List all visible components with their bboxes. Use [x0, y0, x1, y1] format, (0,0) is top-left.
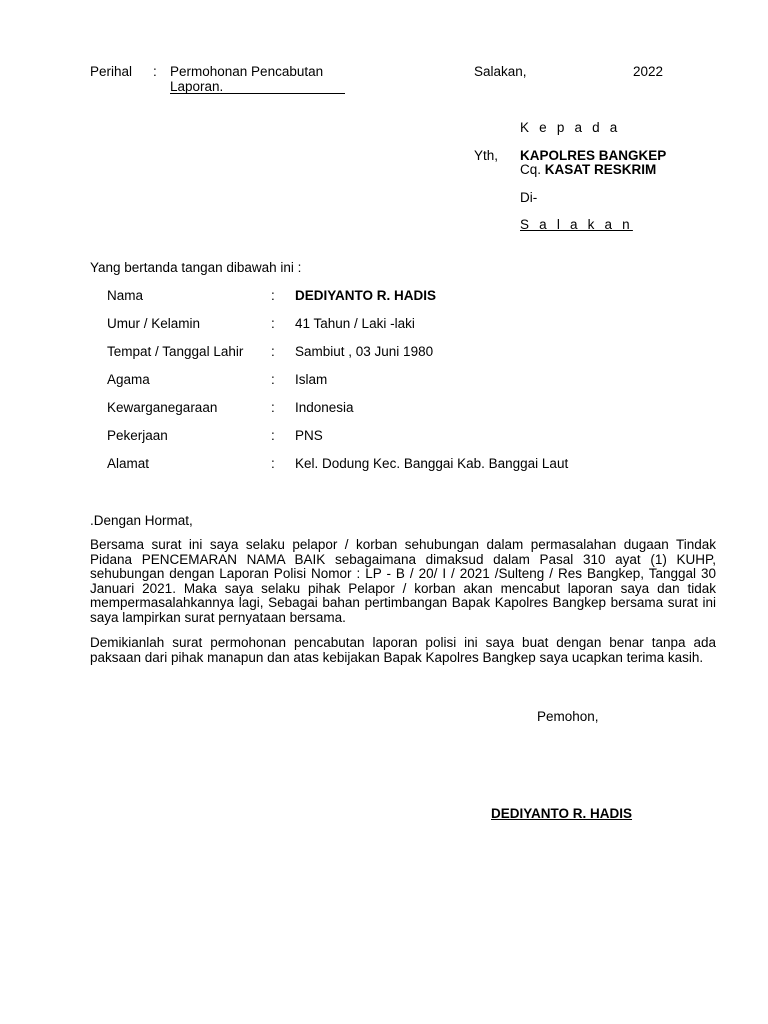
identity-label-ttl: Tempat / Tanggal Lahir [107, 344, 244, 359]
body-paragraph-1: Bersama surat ini saya selaku pelapor / korban sehubungan dalam permasalahan dugaan Tindak Pidana PENCEMARAN NAMA BAIK sebagaimana dimaksud dalam Pasal 310 ayat (1) KUHP, sehubungan dengan Laporan Polisi Nomor : LP - B / 20/ I / 2021 /Sulteng / Res Bangkep, Tanggal 30 Januari 2021. Maka saya selaku pihak Pelapor / korban akan mencabut laporan saya dan tidak mempermasalahkannya lagi, Sebagai bahan pertimbangan Bapak Kapolres Bangkep bersama surat ini saya lampirkan surat pernyataan bersama. [90, 537, 716, 625]
identity-value-umur: 41 Tahun / Laki -laki [295, 316, 415, 331]
recipient-line2 [520, 162, 656, 178]
identity-value-alamat: Kel. Dodung Kec. Banggai Kab. Banggai Laut [295, 456, 569, 471]
identity-label-kewarganegaraan: Kewarganegaraan [107, 400, 218, 415]
perihal-underline [170, 93, 345, 94]
identity-value-ttl: Sambiut , 03 Juni 1980 [295, 344, 434, 359]
perihal-line1: Permohonan Pencabutan [170, 64, 324, 79]
signature-title: Pemohon, [537, 709, 599, 724]
identity-colon: : [271, 316, 275, 331]
body-paragraph-2: Demikianlah surat permohonan pencabutan laporan polisi ini saya buat dengan benar tanpa ada paksaan dari pihak manapun dan atas kebijakan Bapak Kapolres Bangkep saya ucapkan terima kasih. [90, 635, 716, 665]
identity-value-nama: DEDIYANTO R. HADIS [295, 288, 437, 303]
recipient-city: S a l a k a n [520, 217, 633, 232]
identity-value-kewarganegaraan: Indonesia [295, 400, 354, 415]
perihal-colon: : [153, 64, 157, 79]
identity-colon: : [271, 400, 275, 415]
cq-name: KASAT RESKRIM [544, 162, 657, 177]
identity-label-alamat: Alamat [107, 456, 150, 471]
perihal-label: Perihal [90, 64, 133, 79]
recipient-line1: KAPOLRES BANGKEP [520, 148, 667, 163]
kepada-label: K e p a d a [520, 120, 621, 135]
identity-colon: : [271, 344, 275, 359]
identity-label-pekerjaan: Pekerjaan [107, 428, 168, 443]
yth-label: Yth, [474, 148, 499, 163]
identity-colon: : [271, 288, 275, 303]
letter-place: Salakan, [474, 64, 527, 79]
letter-year: 2022 [633, 64, 664, 79]
identity-value-pekerjaan: PNS [295, 428, 323, 443]
intro-text: Yang bertanda tangan dibawah ini : [90, 260, 302, 275]
identity-colon: : [271, 456, 275, 471]
di-label: Di- [520, 190, 538, 205]
identity-label-agama: Agama [107, 372, 150, 387]
identity-value-agama: Islam [295, 372, 328, 387]
cq-prefix: Cq. [520, 162, 542, 177]
identity-colon: : [271, 428, 275, 443]
identity-label-umur: Umur / Kelamin [107, 316, 201, 331]
signature-name: DEDIYANTO R. HADIS [491, 806, 633, 821]
perihal-line2: Laporan. [170, 79, 224, 94]
identity-label-nama: Nama [107, 288, 144, 303]
identity-colon: : [271, 372, 275, 387]
greeting: .Dengan Hormat, [90, 513, 193, 528]
